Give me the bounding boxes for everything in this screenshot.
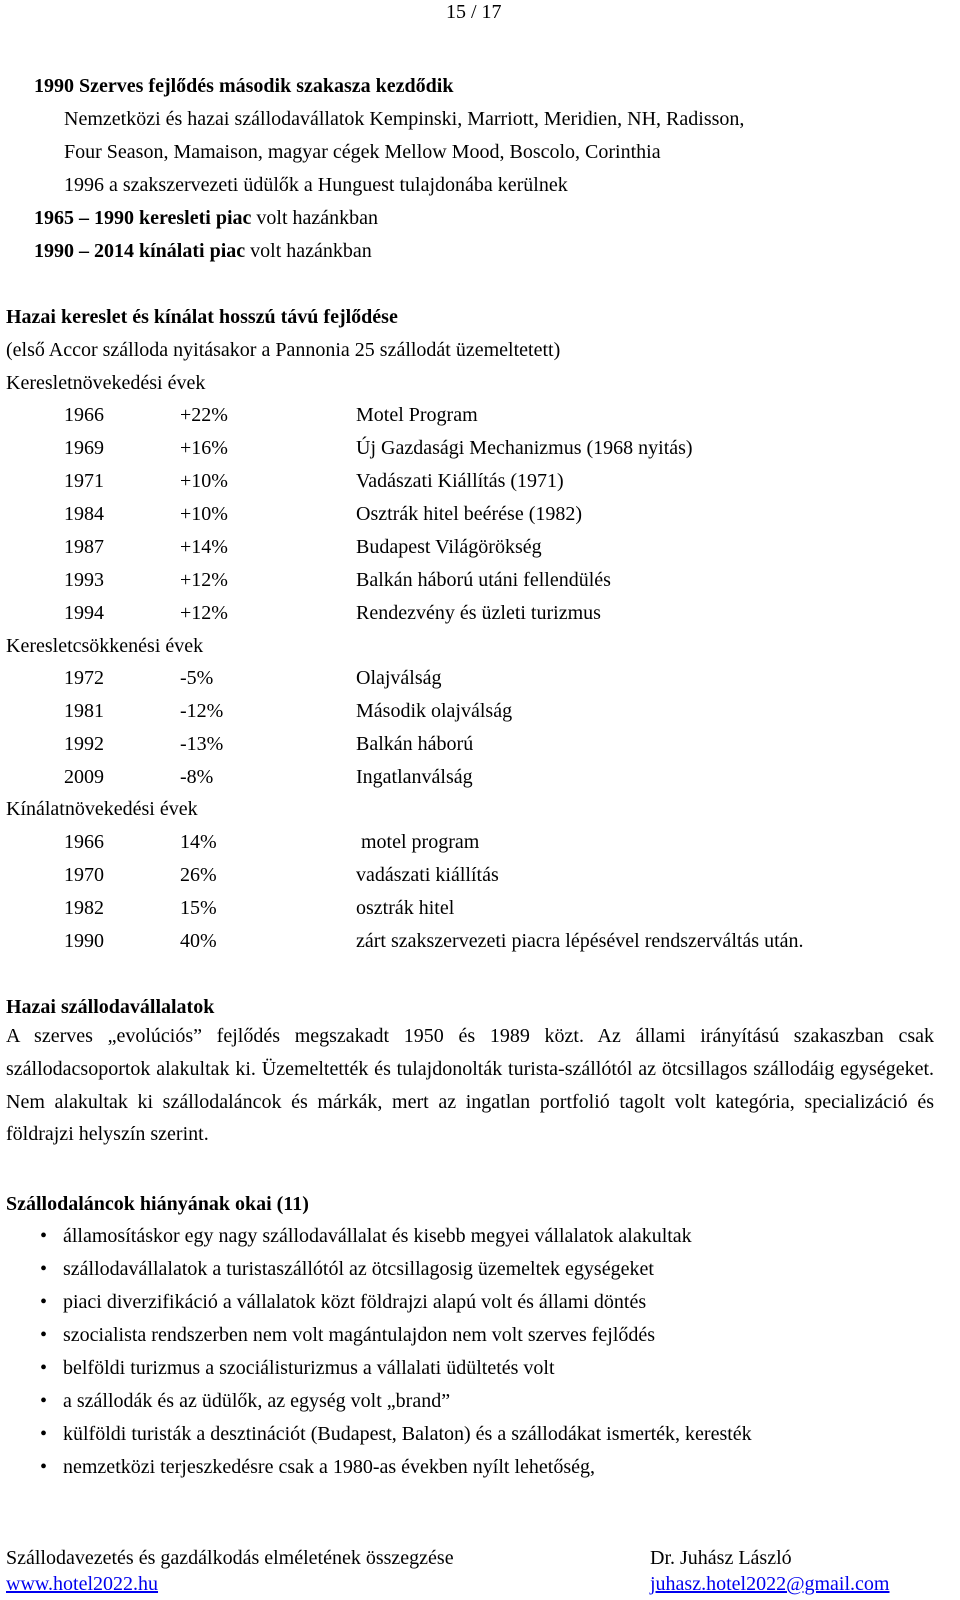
reason-cell: Balkán háború bbox=[356, 733, 474, 755]
history-line-1: Nemzetközi és hazai szállodavállatok Kempinski, Marriott, Meridien, NH, Radisson, bbox=[64, 108, 745, 130]
table-row bbox=[0, 898, 960, 920]
reason-cell: Rendezvény és üzleti turizmus bbox=[356, 602, 601, 624]
year-cell: 1972 bbox=[64, 667, 104, 689]
change-cell: +22% bbox=[180, 404, 228, 426]
growth-years-label: Keresletnövekedési évek bbox=[6, 372, 206, 394]
table-row bbox=[0, 537, 960, 559]
list-item bbox=[0, 1226, 960, 1248]
change-cell: -5% bbox=[180, 667, 214, 689]
list-item-text: piaci diverzifikáció a vállalatok közt földrajzi alapú volt és állami döntés bbox=[63, 1291, 647, 1313]
year-cell: 1993 bbox=[64, 569, 104, 591]
bullet-icon: • bbox=[40, 1456, 48, 1478]
reason-cell: Vadászati Kiállítás (1971) bbox=[356, 470, 564, 492]
change-cell: +10% bbox=[180, 470, 228, 492]
year-cell: 2009 bbox=[64, 766, 104, 788]
footer-author: Dr. Juhász László bbox=[650, 1547, 792, 1569]
list-item-text: államosításkor egy nagy szállodavállalat és kisebb megyei vállalatok alakultak bbox=[63, 1225, 692, 1247]
table-row bbox=[0, 668, 960, 690]
list-item-text: szállodavállalatok a turistaszállótól az ötcsillagosig üzemeltek egységeket bbox=[63, 1258, 654, 1280]
year-cell: 1969 bbox=[64, 437, 104, 459]
section-heading-1990: 1990 Szerves fejlődés második szakasza kezdődik bbox=[34, 75, 454, 97]
reason-cell: zárt szakszervezeti piacra lépésével rendszerváltás után. bbox=[356, 930, 804, 952]
year-cell: 1992 bbox=[64, 733, 104, 755]
bullet-icon: • bbox=[40, 1291, 48, 1313]
reason-cell: Ingatlanválság bbox=[356, 766, 473, 788]
bullet-icon: • bbox=[40, 1324, 48, 1346]
list-item bbox=[0, 1358, 960, 1380]
table-row bbox=[0, 405, 960, 427]
demand-market-note: volt hazánkban bbox=[251, 207, 379, 229]
reasons-heading: Szállodaláncok hiányának okai (11) bbox=[6, 1193, 309, 1215]
reason-cell: osztrák hitel bbox=[356, 897, 455, 919]
change-cell: 26% bbox=[180, 864, 217, 886]
list-item bbox=[0, 1457, 960, 1479]
table-row bbox=[0, 832, 960, 854]
reason-cell: motel program bbox=[356, 831, 480, 853]
year-cell: 1981 bbox=[64, 700, 104, 722]
year-cell: 1970 bbox=[64, 864, 104, 886]
list-item bbox=[0, 1391, 960, 1413]
history-line-2: Four Season, Mamaison, magyar cégek Mellow Mood, Boscolo, Corinthia bbox=[64, 141, 661, 163]
list-item bbox=[0, 1259, 960, 1281]
table-row bbox=[0, 767, 960, 789]
footer-website-link[interactable]: www.hotel2022.hu bbox=[6, 1573, 159, 1595]
change-cell: -8% bbox=[180, 766, 214, 788]
demand-supply-heading: Hazai kereslet és kínálat hosszú távú fejlődése bbox=[6, 306, 398, 328]
year-cell: 1994 bbox=[64, 602, 104, 624]
history-line-4 bbox=[34, 208, 378, 228]
bullet-icon: • bbox=[40, 1225, 48, 1247]
table-row bbox=[0, 865, 960, 887]
year-cell: 1966 bbox=[64, 831, 104, 853]
list-item-text: külföldi turisták a desztinációt (Budapest, Balaton) és a szállodákat ismerték, keresték bbox=[63, 1423, 752, 1445]
reason-cell: vadászati kiállítás bbox=[356, 864, 499, 886]
change-cell: +10% bbox=[180, 503, 228, 525]
list-item-text: a szállodák és az üdülők, az egység volt „brand” bbox=[63, 1390, 451, 1412]
bullet-icon: • bbox=[40, 1390, 48, 1412]
footer-email-link[interactable]: juhasz.hotel2022@gmail.com bbox=[650, 1573, 890, 1595]
list-item-text: nemzetközi terjeszkedésre csak a 1980-as években nyílt lehetőség, bbox=[63, 1456, 596, 1478]
reason-cell: Osztrák hitel beérése (1982) bbox=[356, 503, 583, 525]
change-cell: +12% bbox=[180, 569, 228, 591]
change-cell: -13% bbox=[180, 733, 224, 755]
history-line-3: 1996 a szakszervezeti üdülők a Hunguest tulajdonába kerülnek bbox=[64, 174, 568, 196]
reason-cell: Balkán háború utáni fellendülés bbox=[356, 569, 611, 591]
decline-years-label: Keresletcsökkenési évek bbox=[6, 635, 204, 657]
page-number: 15 / 17 bbox=[446, 1, 502, 23]
table-row bbox=[0, 471, 960, 493]
table-row bbox=[0, 603, 960, 625]
supply-years-label: Kínálatnövekedési évek bbox=[6, 798, 198, 820]
demand-supply-subheading: (első Accor szálloda nyitásakor a Pannonia 25 szállodát üzemeltetett) bbox=[6, 339, 561, 361]
table-row bbox=[0, 570, 960, 592]
year-cell: 1966 bbox=[64, 404, 104, 426]
bullet-icon: • bbox=[40, 1423, 48, 1445]
hotel-companies-heading: Hazai szállodavállalatok bbox=[6, 996, 215, 1018]
list-item bbox=[0, 1424, 960, 1446]
change-cell: +12% bbox=[180, 602, 228, 624]
bullet-icon: • bbox=[40, 1357, 48, 1379]
table-row bbox=[0, 701, 960, 723]
list-item bbox=[0, 1292, 960, 1314]
change-cell: 14% bbox=[180, 831, 217, 853]
bullet-icon: • bbox=[40, 1258, 48, 1280]
change-cell: 40% bbox=[180, 930, 217, 952]
change-cell: 15% bbox=[180, 897, 217, 919]
year-cell: 1984 bbox=[64, 503, 104, 525]
change-cell: -12% bbox=[180, 700, 224, 722]
reason-cell: Motel Program bbox=[356, 404, 478, 426]
list-item-text: szocialista rendszerben nem volt magántulajdon nem volt szerves fejlődés bbox=[63, 1324, 656, 1346]
year-cell: 1971 bbox=[64, 470, 104, 492]
table-row bbox=[0, 438, 960, 460]
change-cell: +16% bbox=[180, 437, 228, 459]
table-row bbox=[0, 734, 960, 756]
list-item-text: belföldi turizmus a szociálisturizmus a vállalati üdültetés volt bbox=[63, 1357, 555, 1379]
year-cell: 1990 bbox=[64, 930, 104, 952]
reason-cell: Olajválság bbox=[356, 667, 442, 689]
list-item bbox=[0, 1325, 960, 1347]
demand-market-period: 1965 – 1990 keresleti piac bbox=[34, 207, 252, 229]
year-cell: 1987 bbox=[64, 536, 104, 558]
hotel-companies-paragraph: A szerves „evolúciós” fejlődés megszakadt 1950 és 1989 közt. Az állami irányítású szakaszban csak szállodacsoportok alakultak ki. Üzemeltették és tulajdonolták turista-szállótól az ötcsillagos szállodáig egységeket. Nem alakultak ki szállodaláncok és márkák, mert az ingatlan portfolió tagolt volt kategória, specializáció és földrajzi helyszín szerint. bbox=[6, 1025, 934, 1146]
history-line-5 bbox=[34, 241, 372, 261]
reason-cell: Második olajválság bbox=[356, 700, 513, 722]
supply-market-note: volt hazánkban bbox=[245, 240, 372, 262]
supply-market-period: 1990 – 2014 kínálati piac bbox=[34, 240, 246, 262]
reason-cell: Új Gazdasági Mechanizmus (1968 nyitás) bbox=[356, 437, 693, 459]
footer-title: Szállodavezetés és gazdálkodás elméletének összegzése bbox=[6, 1547, 454, 1569]
change-cell: +14% bbox=[180, 536, 228, 558]
year-cell: 1982 bbox=[64, 897, 104, 919]
table-row bbox=[0, 931, 960, 953]
table-row bbox=[0, 504, 960, 526]
reason-cell: Budapest Világörökség bbox=[356, 536, 542, 558]
